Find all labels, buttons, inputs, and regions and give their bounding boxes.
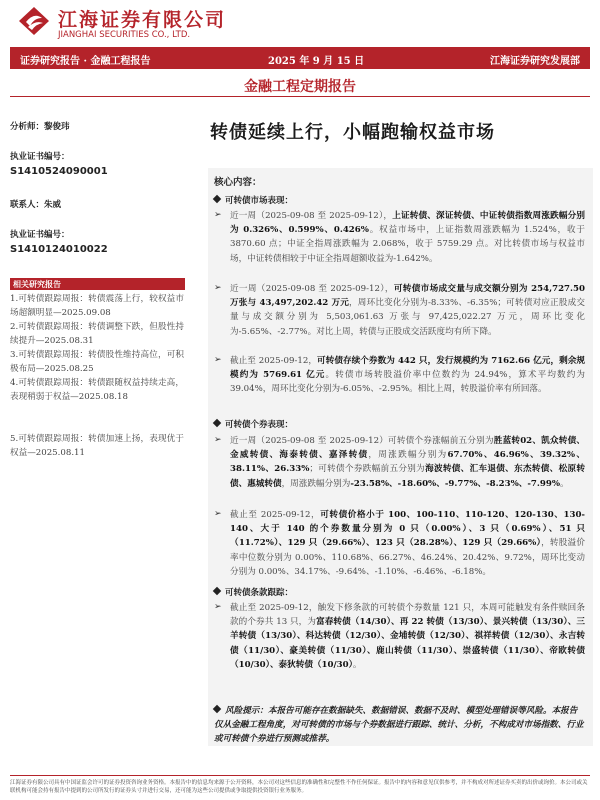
paragraph: 近一周（2025-09-08 至 2025-09-12），可转债市场成交量与成交额分别为 254,727.50 万张与 43,497,202.42 万元，周环比变化分别为-8.33%、-6.35%；可转债对应正股成交量与成交额分别为 5,503,061.63 万张与 97,425,022.27 万元，周环比变化为-5.65%、-2.77%。对比上周，转债与正股成交活跃度均有所下降。	[230, 284, 585, 337]
arrow-bullet-icon: ➢	[214, 355, 222, 365]
footer-divider	[10, 775, 590, 776]
divider	[10, 96, 590, 97]
analyst-label: 分析师：黎俊玮	[10, 122, 70, 132]
arrow-bullet-icon: ➢	[214, 509, 222, 519]
disclaimer: 江海证券有限公司具有中国证监会许可的证券投资咨询业务资格。本报告中的信息均来源于公开资料，本公司对这些信息的准确性和完整性不作任何保证。报告中的内容和意见仅供参考，并不构成对所述证券买卖的出价或询价。本公司或关联机构可能会持有报告中提到的公司所发行的证券头寸并进行交易，还可能为这些公司提供或争取提供投资银行业务服务。	[10, 780, 588, 794]
cert-label: 执业证书编号：	[10, 152, 70, 162]
cert-number: S1410524090001	[10, 166, 108, 177]
risk-warning: 风险提示：本报告可能存在数据缺失、数据错误、数据不及时、模型处理错误等风险。本报告仅从金融工程角度，对可转债的市场与个券数据进行跟踪、统计、分析，不构成对市场指数、行业或可转债个券进行预测或推荐。	[214, 706, 584, 744]
report-category: 证券研究报告 · 金融工程报告	[20, 56, 151, 67]
related-report-link[interactable]: 2.可转债跟踪周报：转债调整下跌，但股性持续提升—2025.08.31	[10, 322, 184, 346]
arrow-bullet-icon: ➢	[214, 602, 222, 612]
arrow-bullet-icon: ➢	[214, 435, 222, 445]
paragraph: 近一周（2025-09-08 至 2025-09-12），上证转债、深证转债、中证转债指数周涨跌幅分别为 0.326%、0.599%、0.426%。权益市场中，上证指数周涨跌幅为 1.524%，收于 3870.60 点；中证全指周涨跌幅为 2.068%，收于 5759.29 点。对比转债市场与权益市场，中证转债相较于中证全指周超额收益为-1.642%。	[230, 211, 585, 264]
header-bar	[10, 47, 590, 69]
company-logo-icon	[18, 6, 50, 36]
paragraph: 截止至 2025-09-12，可转债存续个券数为 442 只，发行规模约为 7162.66 亿元，剩余规模约为 5769.61 亿元。转债市场转股溢价率中位数约为 24.94%，算术平均数约为 39.04%，周环比变化分别为-6.05%、-2.95%。相比上周，转股溢价率有所回落。	[230, 356, 585, 395]
related-report-link[interactable]: 1.可转债跟踪周报：转债震荡上行，较权益市场超额明显—2025.09.08	[10, 294, 184, 318]
contact-label: 联系人：朱威	[10, 200, 62, 210]
company-name-cn: 江海证券有限公司	[58, 9, 227, 31]
diamond-icon	[213, 587, 221, 595]
section-heading: 可转债市场表现：	[214, 194, 293, 206]
diamond-icon	[213, 705, 221, 713]
section-heading: 可转债条款跟踪：	[214, 586, 293, 598]
arrow-bullet-icon: ➢	[214, 210, 222, 220]
paragraph: 截止至 2025-09-12，触发下修条款的可转债个券数量 121 只，本周可能触发有条件赎回条款的个券共 13 只，为富春转债（14/30）、再 22 转债（13/30）、景兴转债（13/30）、三羊转债（13/30）、科达转债（12/30）、金埔转债（12/30）、祺祥转债（12/30）、永吉转债（11/30）、豪美转债（11/30）、鹿山转债（11/30）、崇盛转债（11/30）、帝欧转债（10/30）、泰狄转债（10/30）。	[230, 603, 586, 670]
related-report-link[interactable]: 3.可转债跟踪周报：转债股性维持高位，可积极布局—2025.08.25	[10, 350, 184, 374]
paragraph: 截止至 2025-09-12，可转债价格小于 100、100-110、110-120、120-130、130-140、大于 140 的个券数量分别为 0 只（0.00%）、3 只（0.69%）、51 只（11.72%）、129 只（29.66%）、123 只（28.28%）、129 只（29.66%），转股溢价率中位数分别为 0.00%、110.68%、66.27%、46.24%、20.42%、9.72%，周环比变动分别为 0.00%、34.17%、-9.64%、-1.10%、-6.46%、-6.18%。	[230, 510, 585, 577]
report-date: 2025 年 9 月 15 日	[268, 56, 365, 67]
related-report-link[interactable]: 4.可转债跟踪周报：转债跟随权益持续走高，表现稍弱于权益—2025.08.18	[10, 378, 184, 402]
arrow-bullet-icon: ➢	[214, 283, 222, 293]
diamond-icon	[213, 195, 221, 203]
core-summary-box	[208, 168, 593, 746]
research-dept: 江海证券研究发展部	[490, 56, 580, 67]
company-name-en: JIANGHAI SECURITIES CO., LTD.	[58, 30, 191, 40]
section-heading: 可转债个券表现：	[214, 418, 293, 430]
report-type: 金融工程定期报告	[244, 79, 356, 95]
diamond-icon	[213, 419, 221, 427]
related-reports-header: 相关研究报告	[10, 278, 185, 290]
report-title: 转债延续上行，小幅跑输权益市场	[210, 122, 495, 143]
cert-number-2: S1410124010022	[10, 244, 108, 255]
cert-label-2: 执业证书编号：	[10, 230, 70, 240]
core-content-heading: 核心内容：	[214, 177, 262, 188]
related-report-link[interactable]: 5.可转债跟踪周报：转债加速上扬，表现优于权益—2025.08.11	[10, 434, 184, 458]
paragraph: 近一周（2025-09-08 至 2025-09-12）可转债个券涨幅前五分别为胜蓝转02、凯众转债、金威转债、海泰转债、嘉泽转债，周涨跌幅分别为67.70%、46.96%、39.32%、38.11%、26.33%；可转债个券跌幅前五分别为海波转债、汇车退债、东杰转债、松原转债、惠城转债，周涨跌幅分别为-23.58%、-18.60%、-9.77%、-8.23%、-7.99%。	[230, 436, 586, 489]
